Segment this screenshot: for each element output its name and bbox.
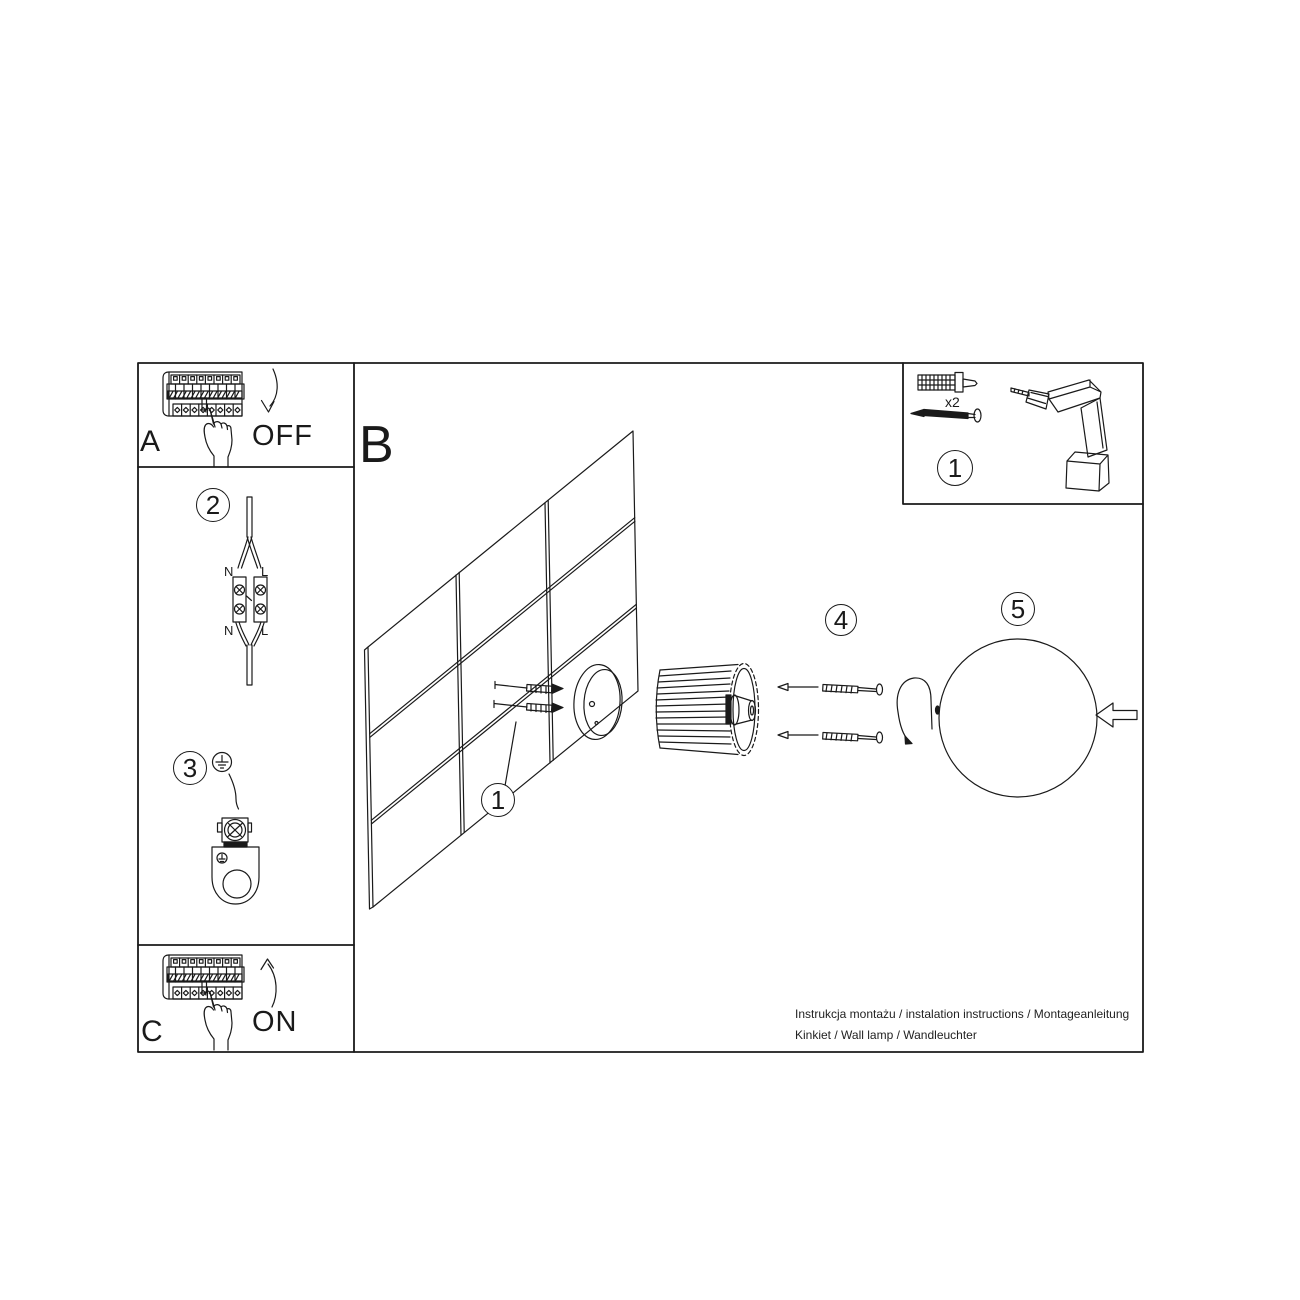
step-5-badge: 5 xyxy=(1001,592,1035,626)
panel-a-drawing xyxy=(163,369,277,467)
panel-c-label: C xyxy=(141,1015,163,1048)
sheet-frame xyxy=(138,363,1143,1052)
panel-a-label: A xyxy=(140,425,161,458)
insert-arrow-icon xyxy=(1096,703,1137,727)
drill-icon xyxy=(1011,380,1109,491)
panel-c-state: ON xyxy=(252,1006,298,1038)
wire-n-bottom-label: N xyxy=(224,623,234,638)
arrow-down-icon xyxy=(262,369,278,412)
breaker-panel-icon xyxy=(163,955,244,999)
terminal-block-drawing xyxy=(233,497,267,685)
leader-line xyxy=(505,722,516,786)
pointing-hand-icon xyxy=(204,408,232,467)
wire-l-top-label: L xyxy=(261,564,269,579)
wire-l-bottom-label: L xyxy=(261,623,269,638)
wire-n-top-label: N xyxy=(224,564,234,579)
plug-quantity: x2 xyxy=(945,394,960,410)
assembly-label: B xyxy=(359,416,394,474)
step-1-badge: 1 xyxy=(481,783,515,817)
kit-badge: 1 xyxy=(937,450,973,486)
breaker-panel-icon xyxy=(163,372,244,416)
mounting-loop-drawing xyxy=(897,678,932,744)
lamp-body-drawing xyxy=(656,664,759,756)
wall-drawing xyxy=(365,431,639,909)
pointing-hand-icon xyxy=(204,991,232,1050)
panel-a-state: OFF xyxy=(252,420,313,452)
step-3-badge: 3 xyxy=(173,751,207,785)
step-2-badge: 2 xyxy=(196,488,230,522)
glass-globe-drawing xyxy=(936,639,1138,797)
wall-plug-icon xyxy=(918,373,977,393)
footer-product-line: Kinkiet / Wall lamp / Wandleuchter xyxy=(795,1028,977,1042)
wall-ring-drawing xyxy=(571,663,624,741)
fixing-screws-drawing xyxy=(778,684,883,744)
step-4-badge: 4 xyxy=(825,604,857,636)
footer-instructions-line: Instrukcja montażu / instalation instructions / Montageanleitung xyxy=(795,1007,1130,1021)
mounting-bracket-drawing xyxy=(212,753,259,905)
arrow-up-icon xyxy=(261,959,276,1007)
mounting-screw-icon xyxy=(911,409,981,422)
